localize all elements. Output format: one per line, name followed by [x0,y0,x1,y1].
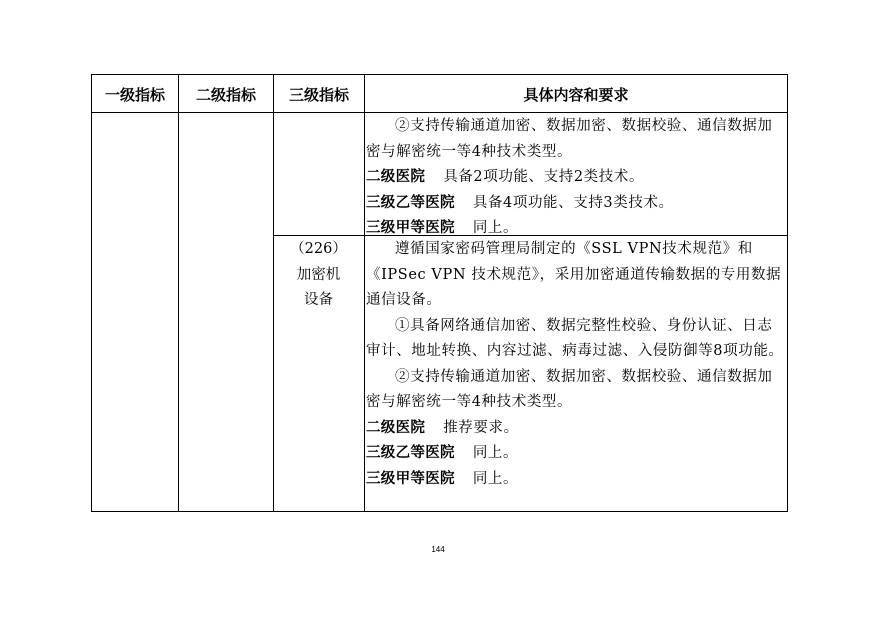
grade-line [366,441,786,467]
requirement-paragraph: ②支持传输通道加密、数据加密、数据校验、通信数据加密与解密统一等4种技术类型。 [366,118,773,160]
page-number: 144 [431,545,445,554]
grade-line [366,191,786,217]
grade-label: 二级医院 [366,169,426,185]
header-level2: 二级指标 [195,85,256,104]
indicator-cell [274,237,363,314]
column-divider [178,75,179,511]
row2-content [366,237,786,492]
grade-text: 具备2项功能、支持2类技术。 [443,169,645,185]
requirement-paragraph: ①具备网络通信加密、数据完整性校验、身份认证、日志审计、地址转换、内容过滤、病毒过滤、入侵防御等8项功能。 [366,317,784,359]
grade-label: 三级乙等医院 [366,445,455,461]
grade-text: 具备4项功能、支持3类技术。 [472,194,674,211]
header-content: 具体内容和要求 [523,85,629,104]
grade-label: 三级乙等医院 [366,194,455,211]
column-divider [364,75,365,511]
grade-text: 同上。 [472,445,519,461]
header-level1: 一级指标 [104,85,165,104]
grade-label: 二级医院 [366,419,426,436]
grade-line [366,165,786,191]
indicator-name: 加密机 [296,266,341,283]
grade-text: 推荐要求。 [443,419,519,436]
grade-label: 三级甲等医院 [366,470,455,487]
requirements-table [91,74,788,512]
grade-text: 同上。 [472,470,519,487]
header-level3: 三级指标 [288,85,349,104]
requirement-paragraph: ②支持传输通道加密、数据加密、数据校验、通信数据加密与解密统一等4种技术类型。 [366,368,773,410]
indicator-name: 设备 [304,292,333,308]
grade-line [366,467,786,493]
requirement-paragraph: 遵循国家密码管理局制定的《SSL VPN技术规范》和《IPSec VPN 技术规范》，采用加密通道传输数据的专用数据通信设备。 [366,241,782,308]
grade-line [366,416,786,442]
indicator-code: （226） [290,241,347,257]
grade-label: 三级甲等医院 [366,220,455,236]
grade-text: 同上。 [472,220,519,236]
row1-content [366,114,786,242]
